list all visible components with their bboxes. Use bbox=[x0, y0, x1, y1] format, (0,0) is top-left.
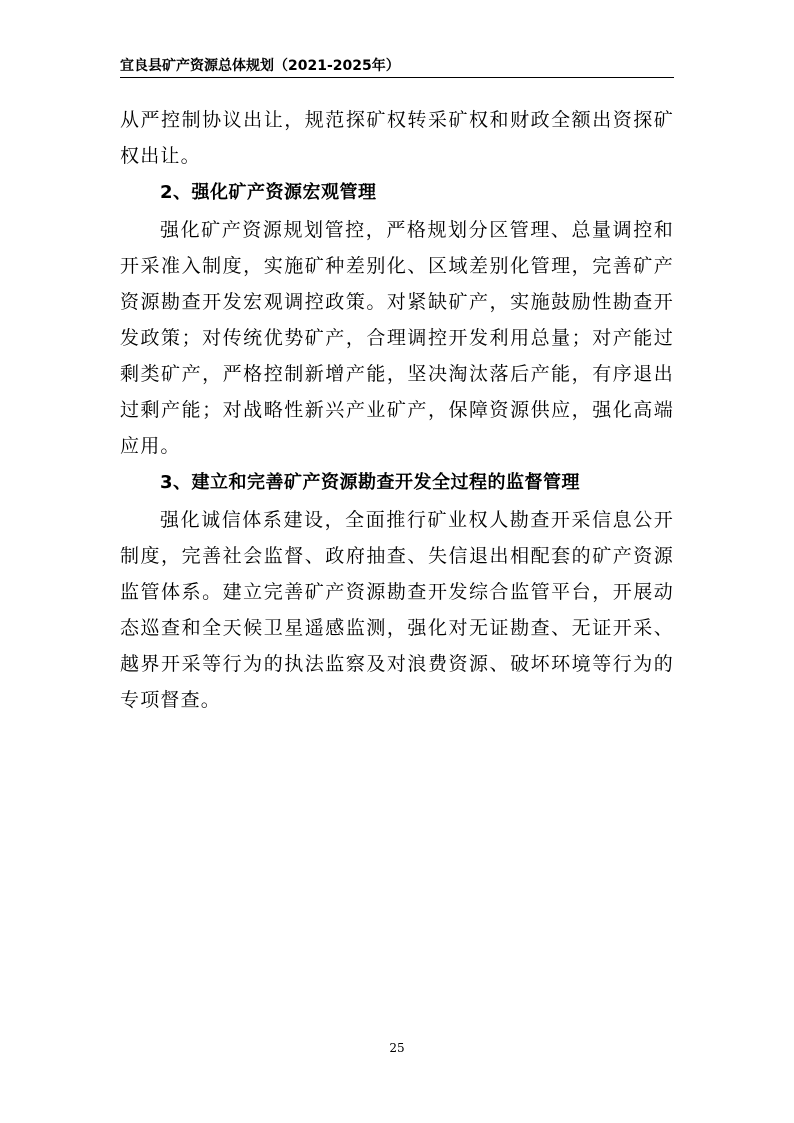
page-number: 25 bbox=[389, 1041, 405, 1055]
intro-paragraph: 从严控制协议出让，规范探矿权转采矿权和财政全额出资探矿权出让。 bbox=[120, 109, 674, 167]
header-divider bbox=[120, 77, 674, 78]
section-2-heading: 2、强化矿产资源宏观管理 bbox=[160, 182, 377, 203]
section-3-heading: 3、建立和完善矿产资源勘查开发全过程的监督管理 bbox=[160, 472, 581, 493]
page-header-title: 宜良县矿产资源总体规划（2021-2025年） bbox=[120, 58, 400, 74]
section-2-paragraph: 强化矿产资源规划管控，严格规划分区管理、总量调控和开采准入制度，实施矿种差别化、区域差别化管理，完善矿产资源勘查开发宏观调控政策。对紧缺矿产，实施鼓励性勘查开发政策；对传统优势矿产，合理调控开发利用总量；对产能过剩类矿产，严格控制新增产能，坚决淘汰落后产能，有序退出过剩产能；对战略性新兴产业矿产，保障资源供应，强化高端应用。 bbox=[120, 219, 674, 457]
document-body bbox=[120, 102, 674, 718]
section-3-paragraph: 强化诚信体系建设，全面推行矿业权人勘查开采信息公开制度，完善社会监督、政府抽查、失信退出相配套的矿产资源监管体系。建立完善矿产资源勘查开发综合监管平台，开展动态巡查和全天候卫星遥感监测，强化对无证勘查、无证开采、越界开采等行为的执法监察及对浪费资源、破坏环境等行为的专项督查。 bbox=[120, 509, 674, 711]
